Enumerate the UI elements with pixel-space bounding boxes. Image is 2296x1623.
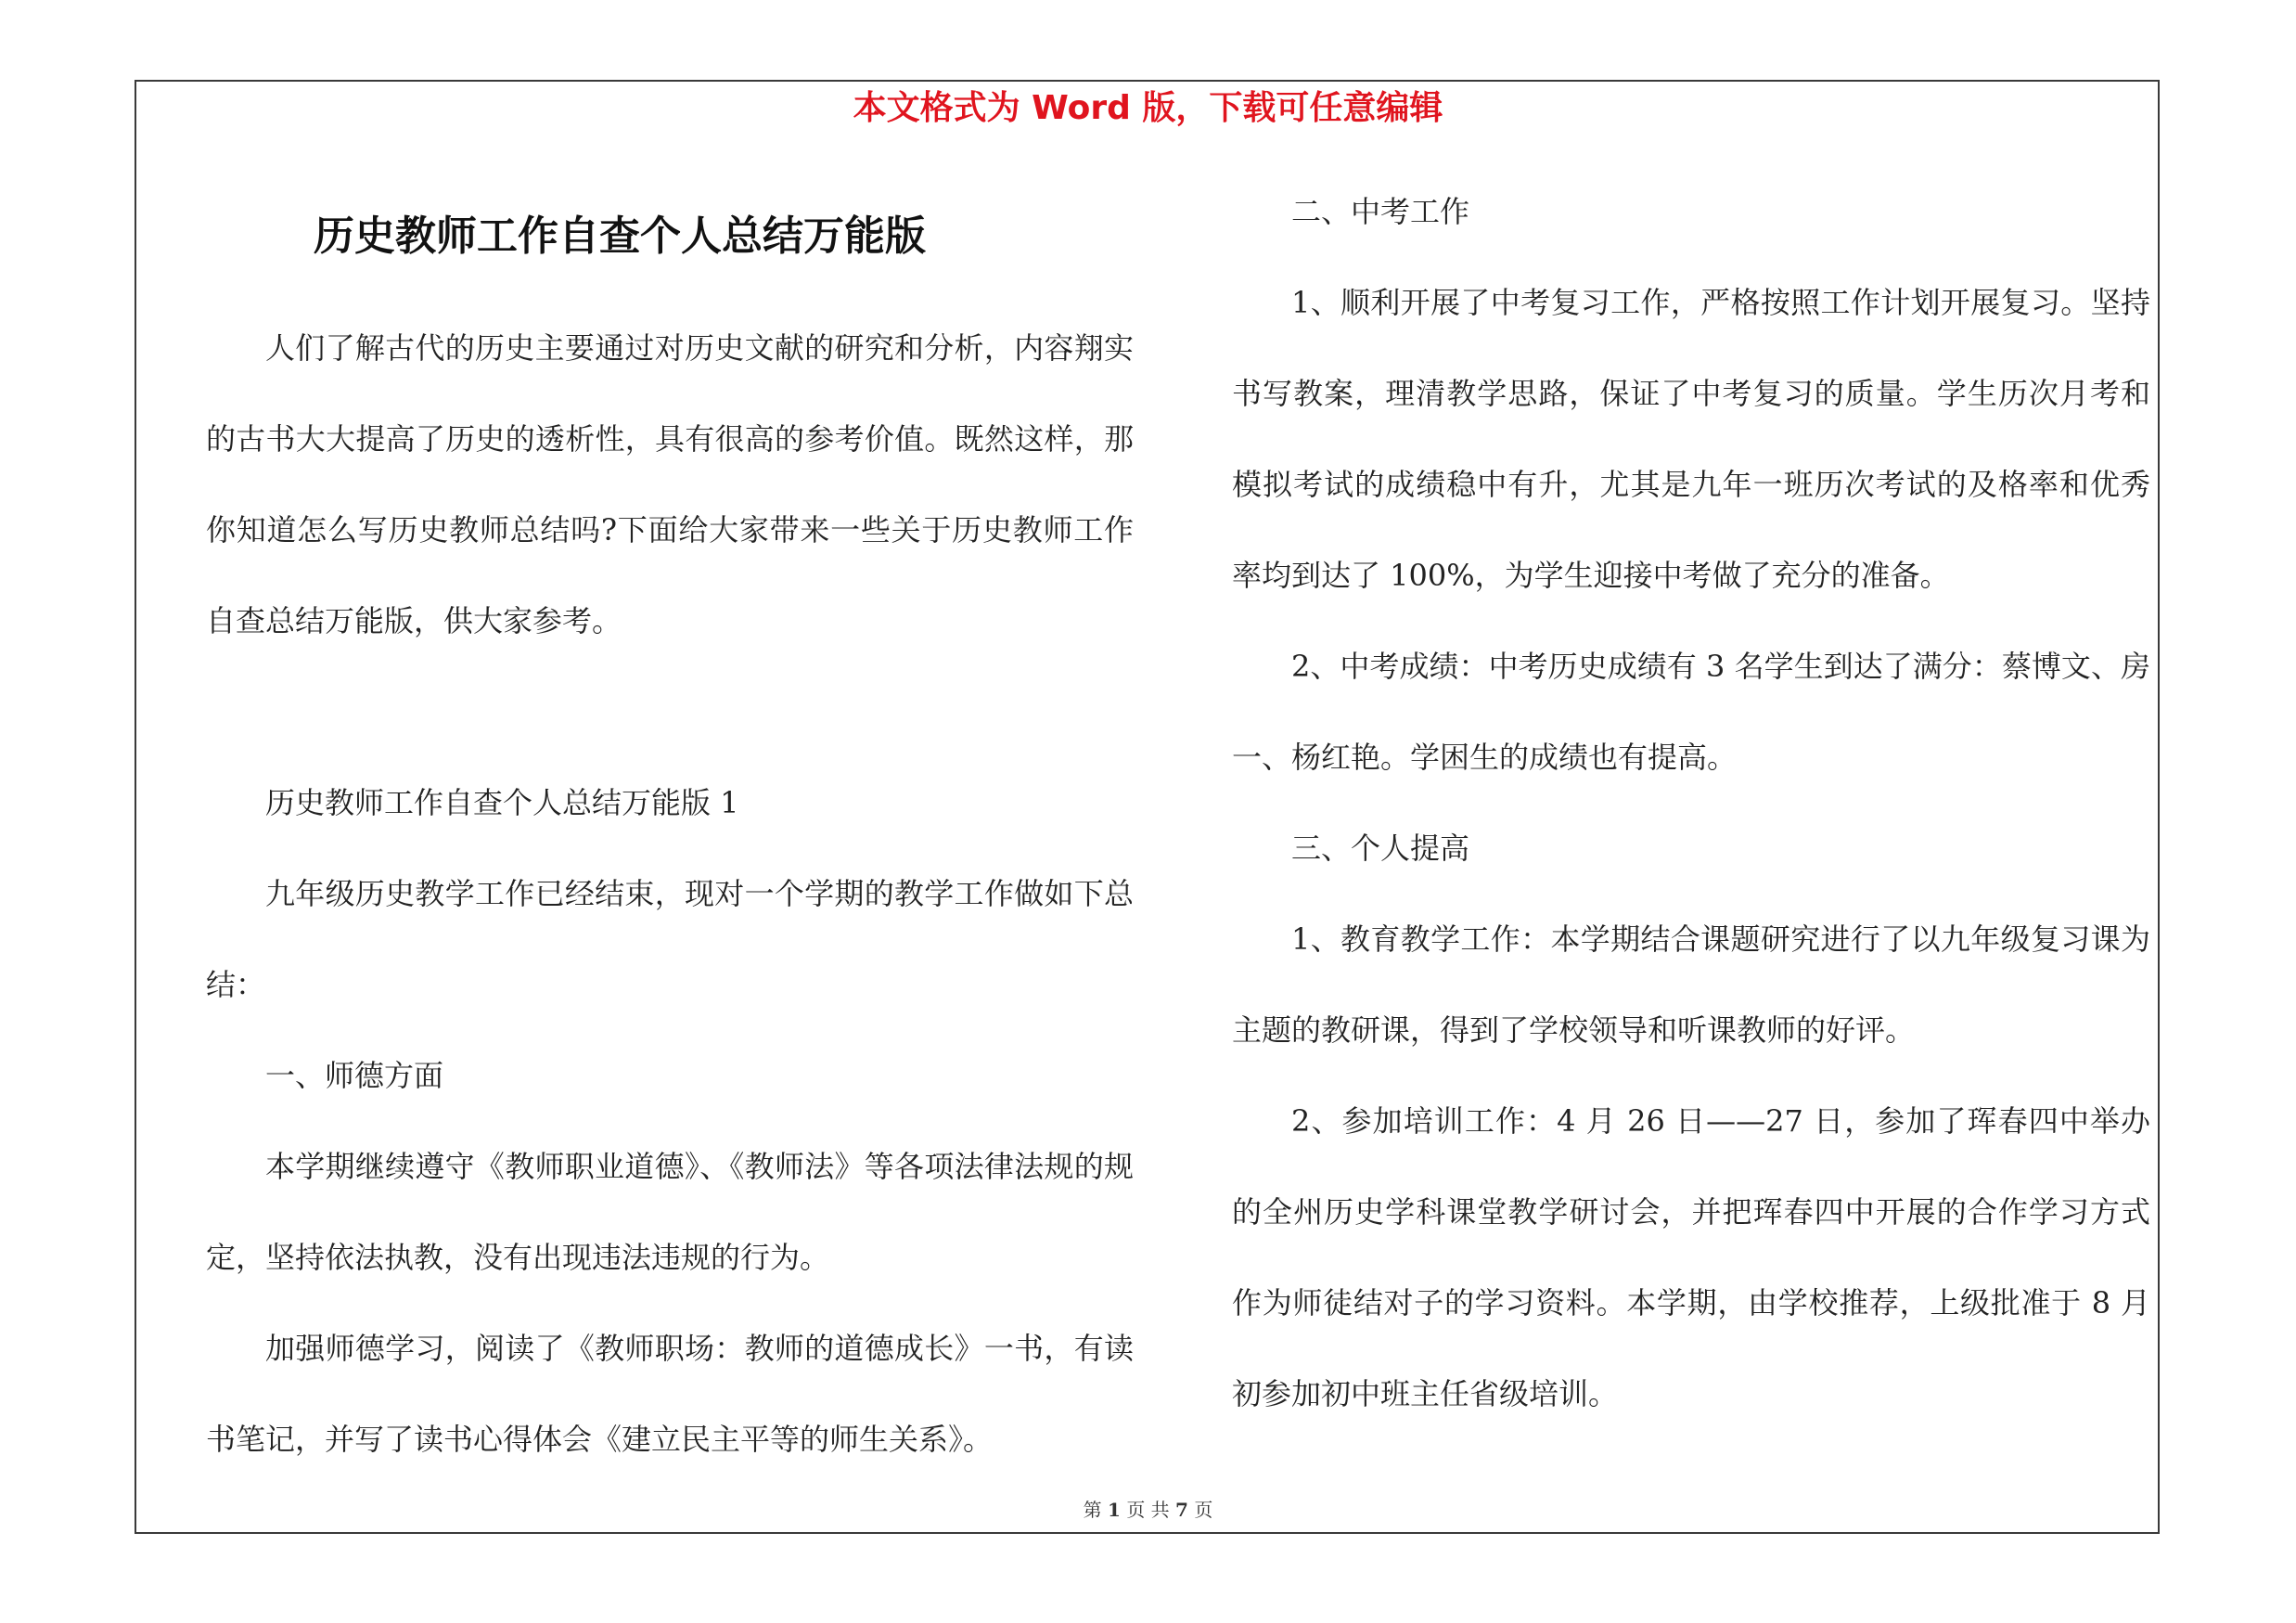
body-paragraph: 2、中考成绩：中考历史成绩有 3 名学生到达了满分：蔡博文、房一、杨红艳。学困生的成绩也有提高。: [1232, 649, 2150, 775]
format-banner: 本文格式为 Word 版，下载可任意编辑: [853, 89, 1443, 127]
section-heading: 一、师德方面: [265, 1058, 444, 1093]
body-paragraph: 1、教育教学工作：本学期结合课题研究进行了以九年级复习课为主题的教研课，得到了学校领导和听课教师的好评。: [1232, 921, 2150, 1048]
section-heading: 历史教师工作自查个人总结万能版 1: [265, 785, 739, 820]
left-column: [206, 303, 1134, 1485]
body-paragraph: 加强师德学习，阅读了《教师职场：教师的道德成长》一书，有读书笔记，并写了读书心得体会《建立民主平等的师生关系》。: [206, 1331, 1134, 1457]
section-heading: 二、中考工作: [1291, 194, 1470, 229]
body-paragraph: 本学期继续遵守《教师职业道德》、《教师法》等各项法律法规的规定，坚持依法执教，没有出现违法违规的行为。: [206, 1149, 1134, 1275]
intro-paragraph: 人们了解古代的历史主要通过对历史文献的研究和分析，内容翔实的古书大大提高了历史的透析性，具有很高的参考价值。既然这样，那你知道怎么写历史教师总结吗?下面给大家带来一些关于历史教师工作自查总结万能版，供大家参考。: [206, 330, 1134, 638]
footer-middle: 页 共: [1126, 1499, 1170, 1521]
total-page-count: 7: [1175, 1499, 1188, 1521]
right-column: [1232, 166, 2150, 1439]
page-footer: [0, 1496, 2296, 1524]
section-heading: 三、个人提高: [1291, 831, 1470, 866]
body-paragraph: 九年级历史教学工作已经结束，现对一个学期的教学工作做如下总结：: [206, 876, 1134, 1002]
document-title: 历史教师工作自查个人总结万能版: [314, 213, 926, 260]
body-paragraph: 1、顺利开展了中考复习工作，严格按照工作计划开展复习。坚持书写教案，理清教学思路，保证了中考复习的质量。学生历次月考和模拟考试的成绩稳中有升，尤其是九年一班历次考试的及格率和优秀率均到达了 100%，为学生迎接中考做了充分的准备。: [1232, 285, 2150, 593]
current-page-number: 1: [1108, 1499, 1121, 1521]
footer-suffix: 页: [1194, 1499, 1213, 1521]
footer-prefix: 第: [1083, 1499, 1102, 1521]
body-paragraph: 2、参加培训工作：4 月 26 日——27 日，参加了珲春四中举办的全州历史学科课堂教学研讨会，并把珲春四中开展的合作学习方式作为师徒结对子的学习资料。本学期，由学校推荐，上级批准于 8 月初参加初中班主任省级培训。: [1232, 1103, 2150, 1411]
spacer: [206, 666, 1134, 757]
